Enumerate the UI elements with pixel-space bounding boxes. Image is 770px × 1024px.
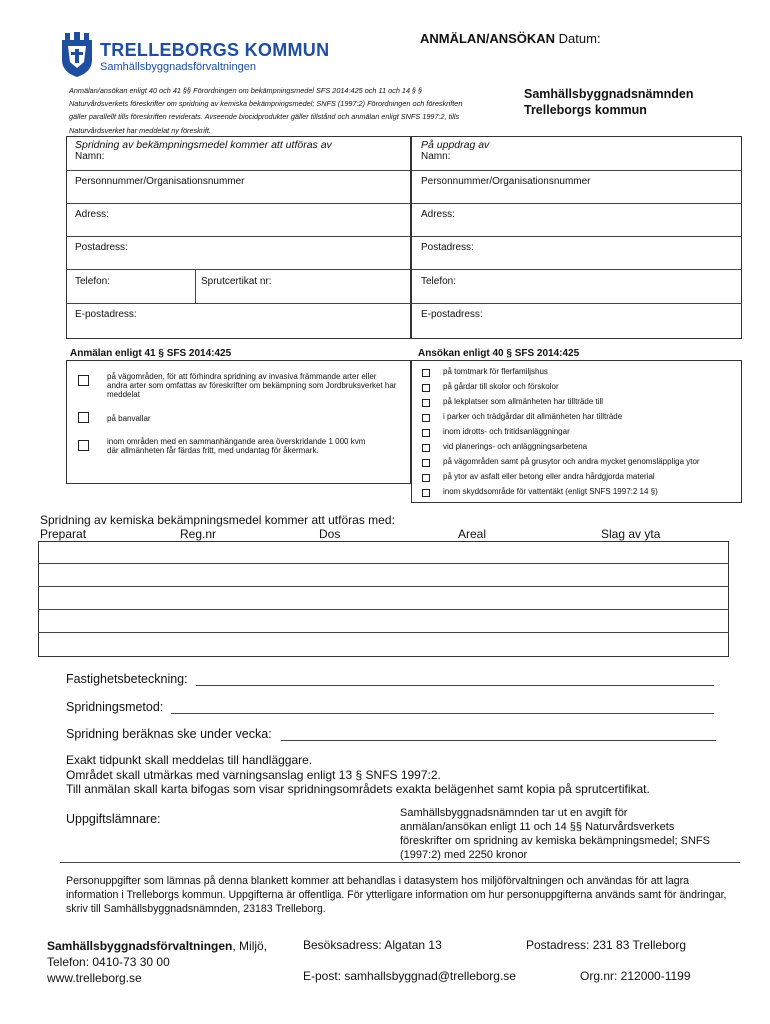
client-email-field[interactable] — [421, 320, 736, 334]
client-pnr-field[interactable] — [421, 187, 736, 201]
client-phone-label: Telefon: — [421, 276, 457, 287]
column-dos: Dos — [319, 527, 341, 541]
column-preparat: Preparat — [40, 527, 87, 541]
footer-orgnr: Org.nr: 212000-1199 — [580, 969, 691, 983]
performer-email-field[interactable] — [75, 320, 405, 334]
performer-address-field[interactable] — [75, 220, 405, 234]
instruction-line-1: Exakt tidpunkt skall meddelas till handläggare. — [66, 753, 313, 767]
footer-email[interactable]: E-post: samhallsbyggnad@trelleborg.se — [303, 969, 516, 983]
application-checkbox-9[interactable] — [422, 489, 430, 497]
application-checkbox-8[interactable] — [422, 474, 430, 482]
application-option-7: på vägområden samt på grusytor och andra mycket genomsläppliga ytor — [443, 457, 700, 466]
notification-title: Anmälan enligt 41 § SFS 2014:425 — [70, 348, 232, 359]
client-postal-field[interactable] — [421, 253, 736, 267]
separator — [60, 862, 740, 863]
footer-org — [47, 938, 267, 986]
footer-org-rest: , Miljö, — [232, 939, 268, 953]
notification-checkbox-2[interactable] — [78, 412, 89, 423]
form-title: ANMÄLAN/ANSÖKAN — [420, 31, 556, 46]
footer-visit: Besöksadress: Algatan 13 — [303, 938, 442, 952]
notification-option-1: på vägområden, för att förhindra spridning av invasiva främmande arter eller andra arter som omfattas av föreskrifter om bekämpning som Jordbruksverket har meddelat — [107, 372, 397, 399]
performer-email-label: E-postadress: — [75, 309, 137, 320]
method-field[interactable] — [171, 699, 714, 714]
performer-postal-field[interactable] — [75, 253, 405, 267]
table-row — [38, 609, 729, 610]
logo-name: TRELLEBORGS KOMMUN — [100, 40, 330, 60]
client-pnr-label: Personnummer/Organisationsnummer — [421, 176, 591, 187]
form-header — [420, 31, 601, 46]
fee-text: Samhällsbyggnadsnämnden tar ut en avgift för anmälan/ansökan enligt 11 och 14 §§ Naturvårdsverkets föreskrifter om spridning av kemiska bekämpningsmedel; SNFS (1997:2) med 2250 kronor — [400, 807, 710, 861]
chemicals-row-5-input[interactable] — [44, 638, 724, 652]
performer-cert-label: Sprutcertikat nr: — [201, 276, 272, 287]
date-label: Datum: — [558, 31, 601, 46]
table-row — [38, 563, 729, 564]
application-option-2: på gårdar till skolor och förskolor — [443, 382, 559, 391]
chemicals-row-2-input[interactable] — [44, 569, 724, 583]
footer-org-bold: Samhällsbyggnadsförvaltningen — [47, 939, 233, 953]
property-field[interactable] — [196, 671, 714, 686]
instruction-line-3: Till anmälan skall karta bifogas som visar spridningsområdets exakta belägenhet samt kopia på sprutcertifikat. — [66, 782, 650, 796]
performer-title: Spridning av bekämpningsmedel kommer att utföras av — [75, 139, 332, 151]
client-address-label: Adress: — [421, 209, 455, 220]
privacy-text: Personuppgifter som lämnas på denna blankett kommer att behandlas i datasystem hos miljöförvaltningen och användas för att lagra information i Trelleborgs kommun. Uppgifterna är offentliga. För ytterligare information om hur personuppgifterna används samt för ändringar, skriv till Samhällsbyggnadsnämnden, 23183 Trelleborg. — [66, 875, 727, 915]
notification-checkbox-3[interactable] — [78, 440, 89, 451]
application-checkbox-2[interactable] — [422, 384, 430, 392]
footer-phone: Telefon: 0410-73 30 00 — [47, 955, 170, 969]
application-option-1: på tomtmark för flerfamiljshus — [443, 367, 548, 376]
application-option-9: inom skyddsområde för vattentäkt (enligt SNFS 1997:2 14 §) — [443, 487, 658, 496]
recipient-line2: Trelleborgs kommun — [524, 103, 647, 117]
notification-checkbox-1[interactable] — [78, 375, 89, 386]
application-option-5: inom idrotts- och fritidsanläggningar — [443, 427, 570, 436]
client-name-field[interactable] — [458, 152, 736, 166]
table-row — [38, 632, 729, 633]
client-email-label: E-postadress: — [421, 309, 483, 320]
performer-address-label: Adress: — [75, 209, 109, 220]
performer-phone-label: Telefon: — [75, 276, 111, 287]
client-postal-label: Postadress: — [421, 242, 474, 253]
logo — [60, 30, 330, 80]
column-areal: Areal — [458, 527, 487, 541]
logo-subtitle: Samhällsbyggnadsförvaltningen — [100, 61, 256, 73]
performer-cert-field[interactable] — [201, 287, 406, 301]
performer-name-label: Namn: — [75, 151, 105, 162]
application-option-8: på ytor av asfalt eller betong eller andra hårdgjorda material — [443, 472, 655, 481]
legal-text: Anmälan/ansökan enligt 40 och 41 §§ Förordningen om bekämpningsmedel SFS 2014:425 och 11 och 14 § § Naturvårdsverkets föreskrifter om spridning av kemiska bekämpningsmedel; SNFS (1997:2) Förordningen och föreskriften gäller parallellt tills föreskriften reviderats. Avseende biocidprodukter gäller tillstånd och anmälan enligt SNFS 1997:2, tills Naturvårdsverket har meddelat ny föreskrift. — [69, 86, 463, 135]
client-title: På uppdrag av — [421, 139, 490, 151]
chemicals-row-4-input[interactable] — [44, 615, 724, 629]
recipient-line1: Samhällsbyggnadsnämnden — [524, 87, 694, 101]
application-checkbox-7[interactable] — [422, 459, 430, 467]
application-checkbox-6[interactable] — [422, 444, 430, 452]
chemicals-heading: Spridning av kemiska bekämpningsmedel kommer att utföras med: — [40, 513, 395, 527]
notification-option-2: på banvallar — [107, 414, 151, 423]
performer-postal-label: Postadress: — [75, 242, 128, 253]
application-option-4: i parker och trädgårdar dit allmänheten har tillträde — [443, 412, 623, 421]
performer-pnr-field[interactable] — [75, 187, 405, 201]
coat-of-arms-icon — [60, 32, 94, 78]
client-address-field[interactable] — [421, 220, 736, 234]
client-name-label: Namn: — [421, 151, 451, 162]
application-title: Ansökan enligt 40 § SFS 2014:425 — [418, 348, 580, 359]
notification-option-3: inom områden med en sammanhängande area överskridande 1 000 kvm där allmänheten får färdas fritt, med undantag för åkermark. — [107, 437, 366, 455]
recipient — [524, 86, 693, 118]
footer-postal: Postadress: 231 83 Trelleborg — [526, 938, 687, 952]
client-phone-field[interactable] — [421, 287, 736, 301]
method-label: Spridningsmetod: — [66, 700, 164, 714]
application-checkbox-3[interactable] — [422, 399, 430, 407]
performer-pnr-label: Personnummer/Organisationsnummer — [75, 176, 245, 187]
instructions — [66, 753, 650, 797]
property-label: Fastighetsbeteckning: — [66, 672, 188, 686]
table-row — [38, 586, 729, 587]
chemicals-row-3-input[interactable] — [44, 592, 724, 606]
date-field[interactable] — [620, 32, 740, 46]
performer-phone-field[interactable] — [75, 287, 190, 301]
signer-label: Uppgiftslämnare: — [66, 812, 161, 826]
footer-web[interactable]: www.trelleborg.se — [47, 971, 142, 985]
week-label: Spridning beräknas ske under vecka: — [66, 727, 272, 741]
application-checkbox-5[interactable] — [422, 429, 430, 437]
instruction-line-2: Området skall utmärkas med varningsanslag enligt 13 § SNFS 1997:2. — [66, 767, 441, 782]
column-slag-av-yta: Slag av yta — [601, 527, 661, 541]
application-option-6: vid planerings- och anläggningsarbetena — [443, 442, 588, 451]
column-regnr: Reg.nr — [180, 527, 217, 541]
week-field[interactable] — [281, 726, 716, 741]
application-checkbox-1[interactable] — [422, 369, 430, 377]
performer-name-field[interactable] — [112, 152, 402, 166]
chemicals-row-1-input[interactable] — [44, 546, 724, 560]
application-checkbox-4[interactable] — [422, 414, 430, 422]
application-option-3: på lekplatser som allmänheten har tillträde till — [443, 397, 604, 406]
